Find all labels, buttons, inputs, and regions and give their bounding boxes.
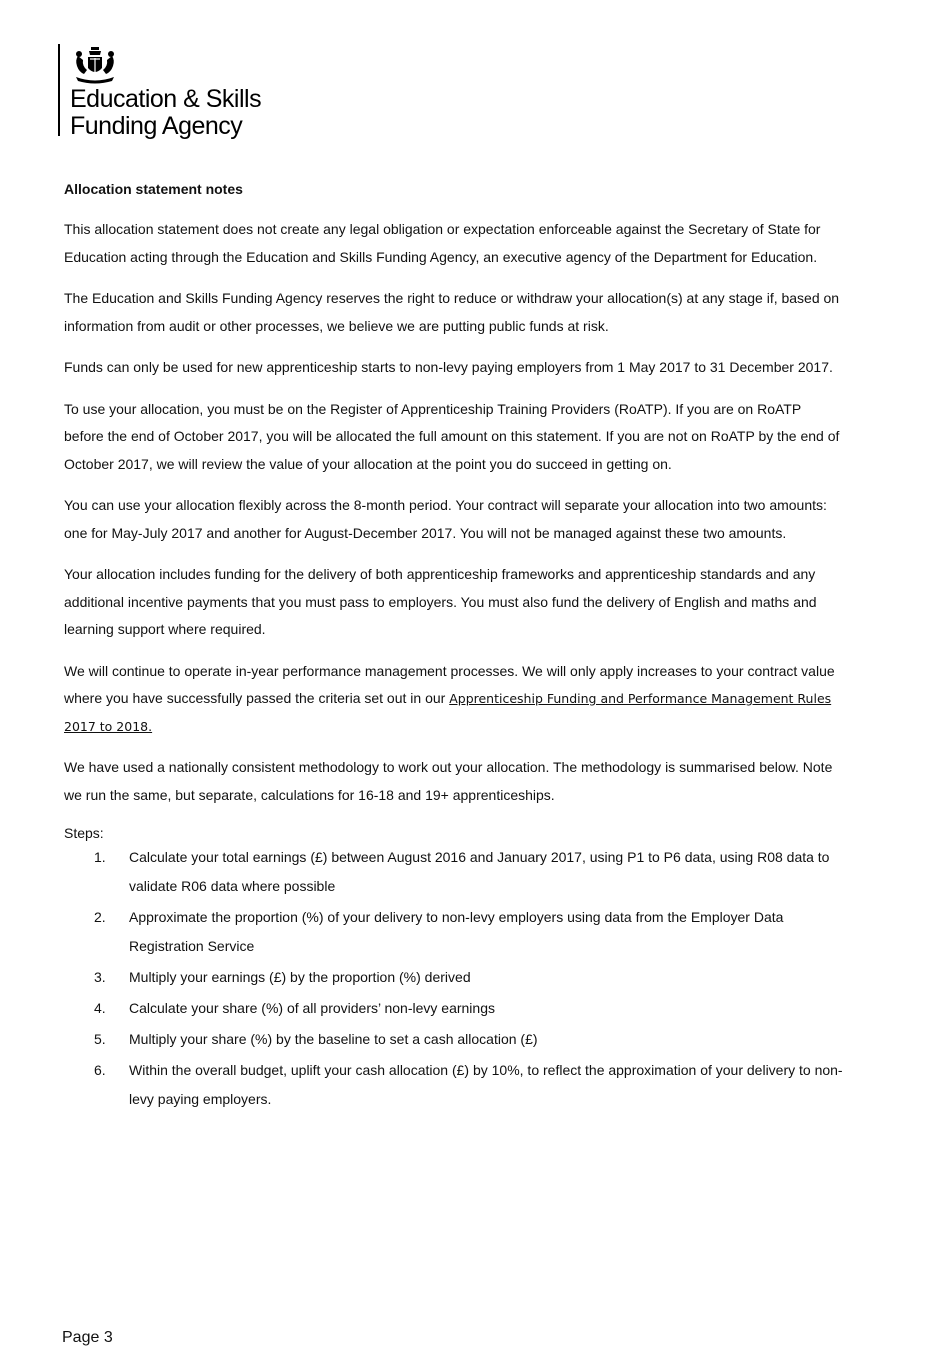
paragraph-funding-includes: Your allocation includes funding for the delivery of both apprenticeship frameworks and apprenticeship standards and any additional incentive payments that you must pass to employers. You must also fund the delivery of English and maths and learning support where required. bbox=[64, 566, 817, 637]
step-number: 1. bbox=[94, 849, 106, 865]
list-item bbox=[64, 994, 844, 1023]
list-item bbox=[64, 1056, 844, 1114]
step-text: Multiply your share (%) by the baseline to set a cash allocation (£) bbox=[129, 1031, 538, 1047]
paragraph-legal: This allocation statement does not create any legal obligation or expectation enforceable against the Secretary of State for Education acting through the Education and Skills Funding Agency, an executive agency of the Department for Education. bbox=[64, 221, 821, 265]
list-item bbox=[64, 843, 844, 901]
step-number: 3. bbox=[94, 969, 106, 985]
performance-text: We will continue to operate in-year performance management processes. We will only apply increases to your contract value where you have successfully passed the criteria set out in our bbox=[64, 662, 835, 706]
paragraph-methodology: We have used a nationally consistent methodology to work out your allocation. The methodology is summarised below. Note we run the same, but separate, calculations for 16-18 and 19+ apprenticeships. bbox=[64, 759, 833, 803]
agency-name-line1: Education & Skills bbox=[70, 85, 262, 113]
list-item bbox=[64, 963, 844, 992]
step-number: 2. bbox=[94, 909, 106, 925]
logo-rule bbox=[58, 44, 60, 136]
paragraph-roatp: To use your allocation, you must be on the Register of Apprenticeship Training Providers (RoATP). If you are on RoATP before the end of October 2017, you will be allocated the full amount on this statement. If you are not on RoATP by the end of October 2017, we will review the value of your allocation at the point you do succeed in getting on. bbox=[64, 400, 840, 472]
steps-label: Steps: bbox=[64, 825, 104, 841]
royal-coat-of-arms-icon bbox=[70, 46, 120, 84]
document-title: Allocation statement notes bbox=[64, 181, 243, 197]
list-item bbox=[64, 903, 844, 961]
steps-list bbox=[64, 843, 844, 1114]
step-text: Calculate your share (%) of all providers’ non-levy earnings bbox=[129, 1000, 495, 1016]
agency-name-line2: Funding Agency bbox=[70, 112, 243, 140]
document-body bbox=[64, 180, 844, 1116]
paragraph-performance bbox=[64, 658, 844, 741]
step-number: 5. bbox=[94, 1031, 106, 1047]
step-text: Within the overall budget, uplift your cash allocation (£) by 10%, to reflect the approximation of your delivery to non-levy paying employers. bbox=[129, 1062, 843, 1107]
list-item bbox=[64, 1025, 844, 1054]
step-number: 6. bbox=[94, 1062, 106, 1078]
step-text: Multiply your earnings (£) by the proportion (%) derived bbox=[129, 969, 471, 985]
step-text: Approximate the proportion (%) of your delivery to non-levy employers using data from the Employer Data Registration Service bbox=[129, 909, 784, 954]
paragraph-withdrawal: The Education and Skills Funding Agency reserves the right to reduce or withdraw your allocation(s) at any stage if, based on information from audit or other processes, we believe we are putting public funds at risk. bbox=[64, 290, 840, 334]
step-text: Calculate your total earnings (£) between August 2016 and January 2017, using P1 to P6 data, using R08 data to validate R06 data where possible bbox=[129, 849, 830, 894]
funding-rules-link[interactable]: Apprenticeship Funding and Performance Management Rules 2017 to 2018. bbox=[64, 691, 832, 734]
step-number: 4. bbox=[94, 1000, 106, 1016]
page-number: Page 3 bbox=[62, 1329, 113, 1346]
agency-name bbox=[70, 86, 261, 140]
paragraph-flexibility: You can use your allocation flexibly across the 8-month period. Your contract will separate your allocation into two amounts: one for May-July 2017 and another for August-December 2017. You will not be managed against these two amounts. bbox=[64, 497, 827, 541]
paragraph-funds-period: Funds can only be used for new apprenticeship starts to non-levy paying employers from 1 May 2017 to 31 December 2017. bbox=[64, 359, 833, 375]
